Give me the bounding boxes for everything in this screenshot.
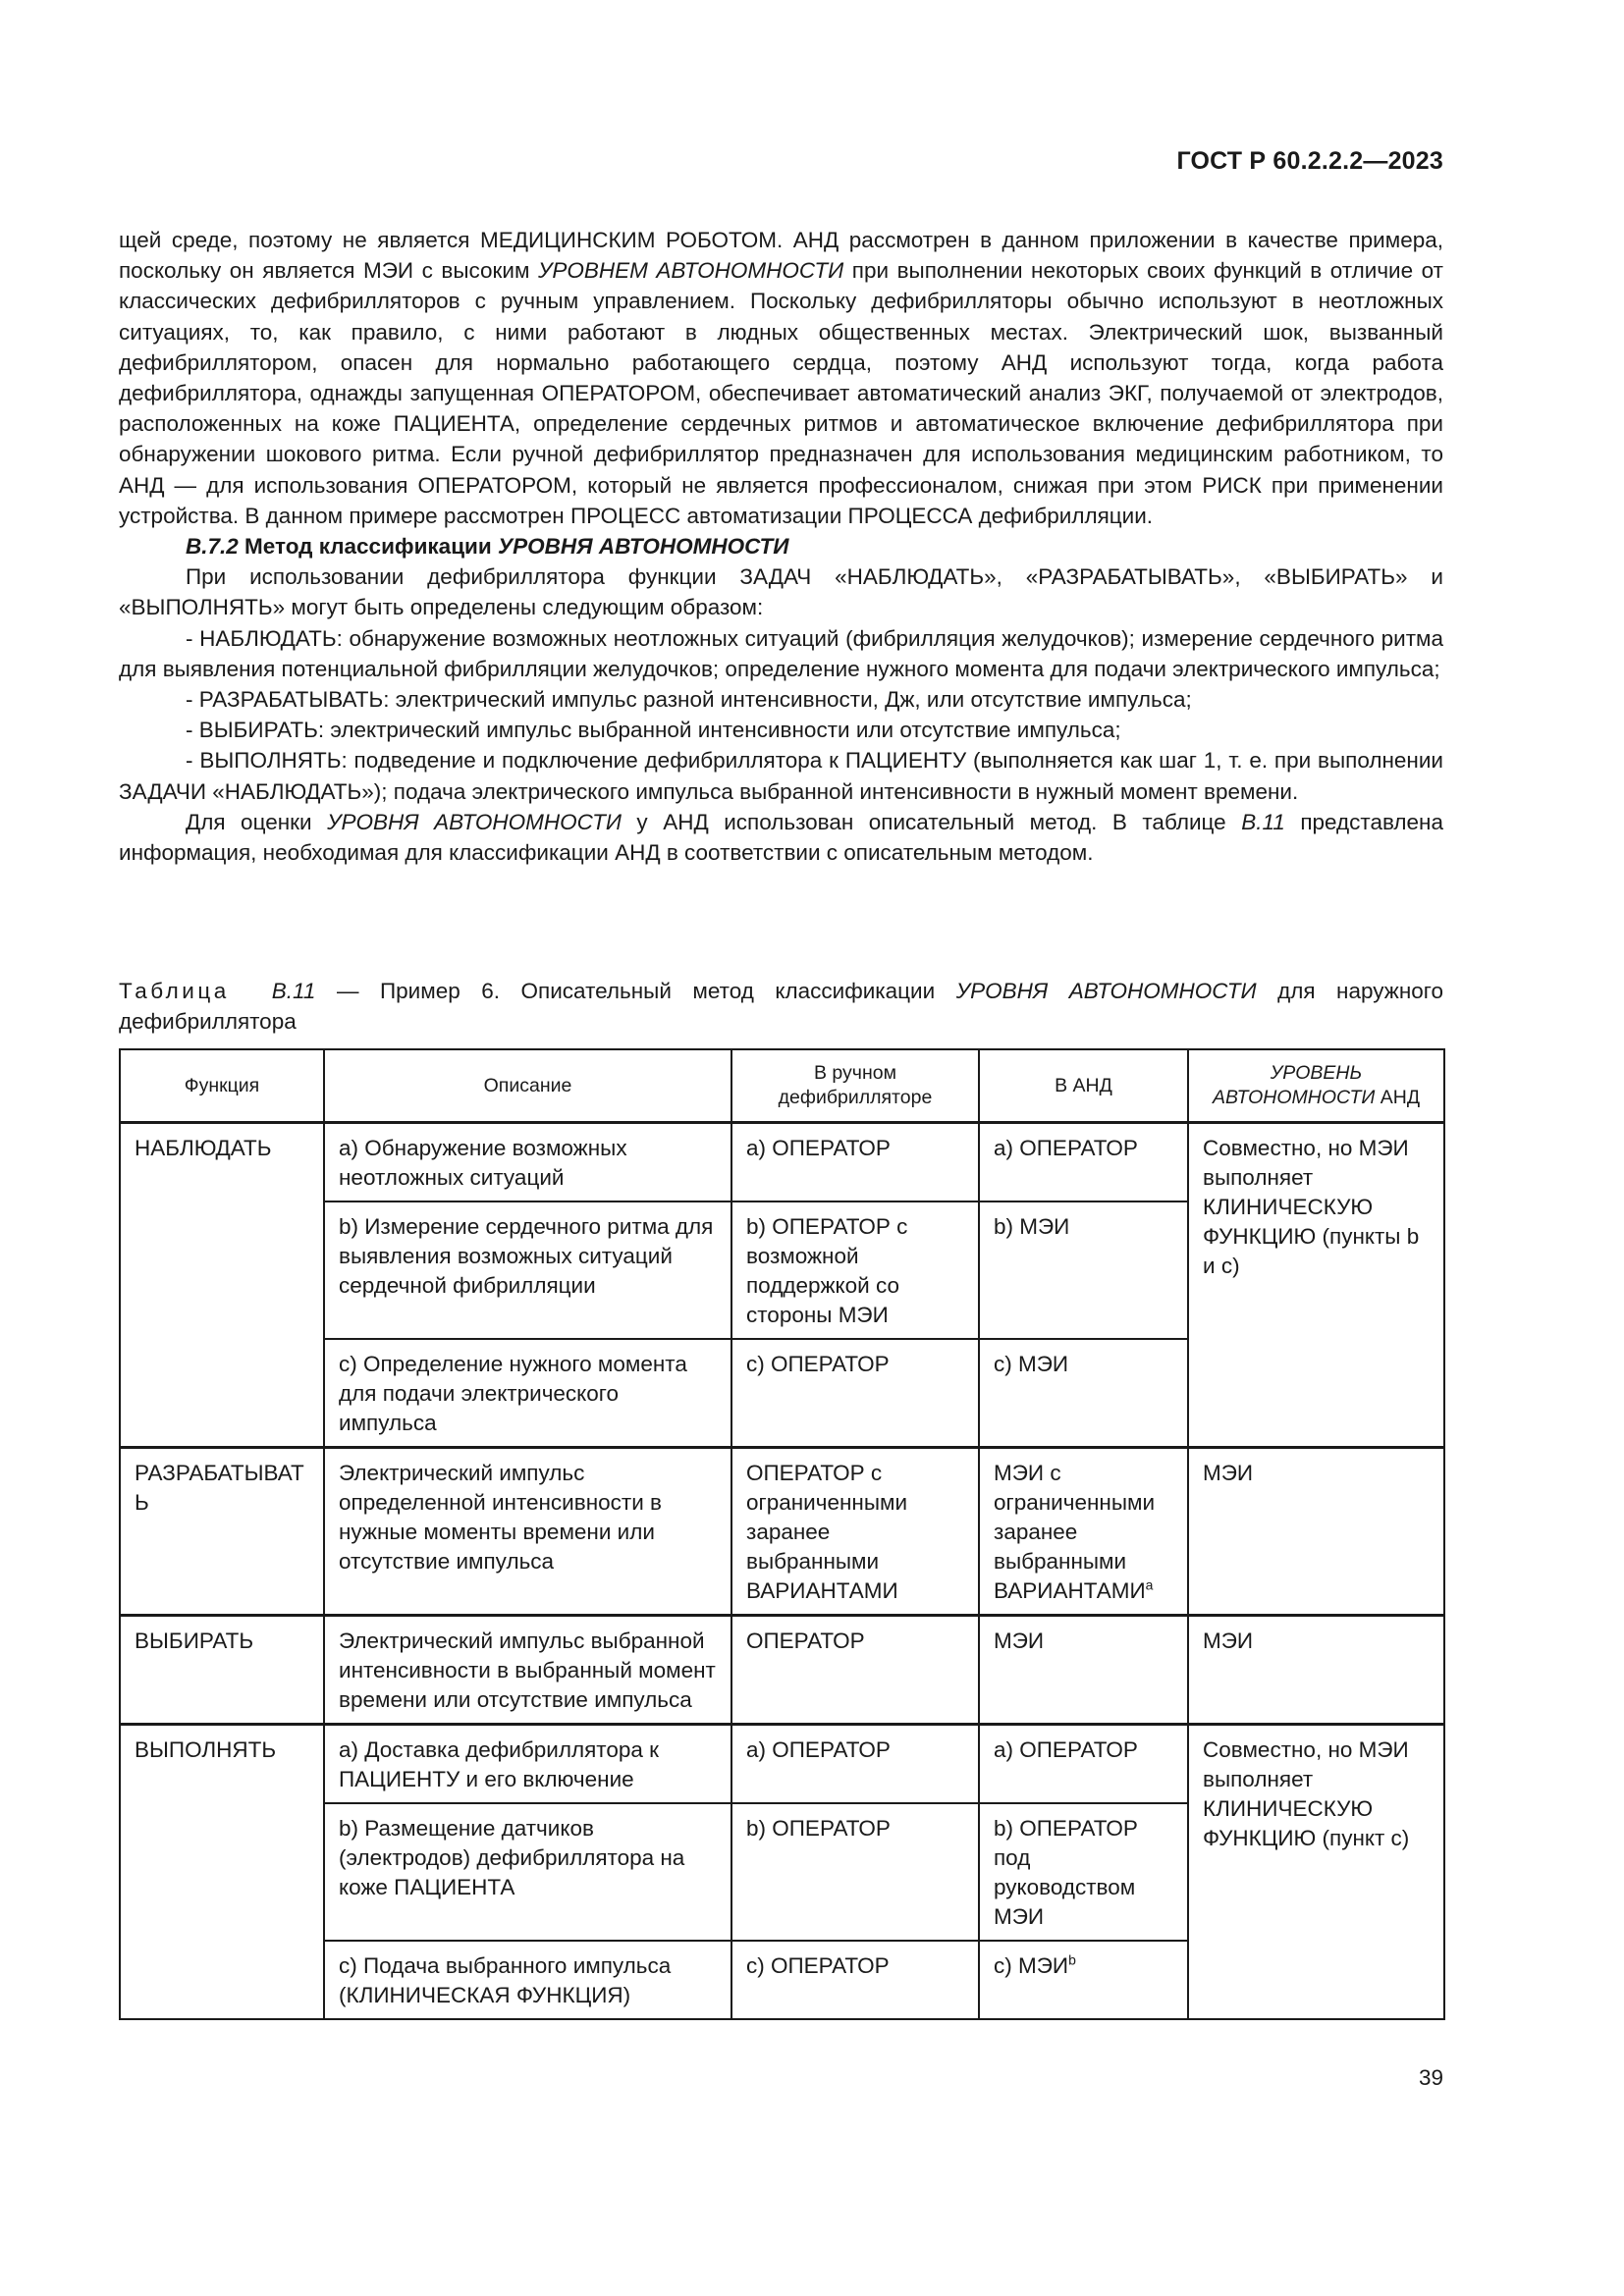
description-cell: Электрический импульс определенной интенсивности в нужные моменты времени или отсутствие импульса	[324, 1448, 731, 1616]
manual-cell: c) ОПЕРАТОР	[731, 1339, 979, 1448]
description-cell: a) Обнаружение возможных неотложных ситуаций	[324, 1123, 731, 1202]
manual-cell: ОПЕРАТОР	[731, 1616, 979, 1725]
and-cell: b) ОПЕРАТОР под руководством МЭИ	[979, 1803, 1188, 1941]
autonomy-level-cell: МЭИ	[1188, 1448, 1444, 1616]
section-title: В.7.2 Метод классификации УРОВНЯ АВТОНОМНОСТИ	[186, 534, 789, 560]
and-cell: МЭИ с ограниченными заранее выбранными ВАРИАНТАМИ$^a$	[979, 1448, 1188, 1616]
description-cell: c) Определение нужного момента для подачи электрического импульса	[324, 1339, 731, 1448]
function-cell: НАБЛЮДАТЬ	[120, 1123, 324, 1448]
table-row	[120, 1448, 1444, 1616]
manual-cell: c) ОПЕРАТОР	[731, 1941, 979, 2019]
function-cell: ВЫБИРАТЬ	[120, 1616, 324, 1725]
and-cell: a) ОПЕРАТОР	[979, 1725, 1188, 1804]
header-description: Описание	[324, 1049, 731, 1123]
header-and: В АНД	[979, 1049, 1188, 1123]
manual-cell: a) ОПЕРАТОР	[731, 1123, 979, 1202]
page-number: 39	[1418, 2065, 1443, 2090]
autonomy-level-cell: Совместно, но МЭИ выполняет КЛИНИЧЕСКУЮ ФУНКЦИЮ (пункты b и c)	[1188, 1123, 1444, 1448]
footnote-marker: a	[1145, 1576, 1154, 1593]
and-cell: a) ОПЕРАТОР	[979, 1123, 1188, 1202]
description-cell: b) Измерение сердечного ритма для выявления возможных ситуаций сердечной фибрилляции	[324, 1201, 731, 1339]
table-header-row	[120, 1049, 1444, 1123]
and-cell: c) МЭИ$^b$	[979, 1941, 1188, 2019]
standard-header: ГОСТ Р 60.2.2.2—2023	[1176, 147, 1443, 175]
assessment-paragraph: Для оценки УРОВНЯ АВТОНОМНОСТИ у АНД использован описательный метод. В таблице В.11 представлена информация, необходимая для классификации АНД в соответствии с описательным методом.	[119, 809, 1444, 866]
description-cell: Электрический импульс выбранной интенсивности в выбранный момент времени или отсутствие импульса	[324, 1616, 731, 1725]
autonomy-level-cell: МЭИ	[1188, 1616, 1444, 1725]
header-autonomy-level: УРОВЕНЬ АВТОНОМНОСТИ АНД	[1188, 1049, 1444, 1123]
table-row	[120, 1616, 1444, 1725]
description-cell: b) Размещение датчиков (электродов) дефибриллятора на коже ПАЦИЕНТА	[324, 1803, 731, 1941]
manual-cell: b) ОПЕРАТОР с возможной поддержкой со стороны МЭИ	[731, 1201, 979, 1339]
footnote-marker: b	[1068, 1951, 1076, 1968]
header-function: Функция	[120, 1049, 324, 1123]
manual-cell: b) ОПЕРАТОР	[731, 1803, 979, 1941]
table-row	[120, 1725, 1444, 1804]
dash-item-develop: - РАЗРАБАТЫВАТЬ: электрический импульс разной интенсивности, Дж, или отсутствие импульса;	[186, 687, 1192, 713]
section-intro: При использовании дефибриллятора функции ЗАДАЧ «НАБЛЮДАТЬ», «РАЗРАБАТЫВАТЬ», «ВЫБИРАТЬ» и «ВЫПОЛНЯТЬ» могут быть определены следующим образом:	[119, 564, 1443, 620]
and-cell: МЭИ	[979, 1616, 1188, 1725]
and-cell: b) МЭИ	[979, 1201, 1188, 1339]
description-cell: c) Подача выбранного импульса (КЛИНИЧЕСКАЯ ФУНКЦИЯ)	[324, 1941, 731, 2019]
dash-item-observe: - НАБЛЮДАТЬ: обнаружение возможных неотложных ситуаций (фибрилляция желудочков); измерение сердечного ритма для выявления потенциальной фибрилляции желудочков; определение нужного момента для подачи электрического импульса;	[119, 625, 1443, 681]
classification-table	[119, 1048, 1445, 2020]
table-row	[120, 1123, 1444, 1202]
function-cell: РАЗРАБАТЫВАТЬ	[120, 1448, 324, 1616]
header-manual: В ручном дефибрилляторе	[731, 1049, 979, 1123]
and-cell: c) МЭИ	[979, 1339, 1188, 1448]
description-cell: a) Доставка дефибриллятора к ПАЦИЕНТУ и его включение	[324, 1725, 731, 1804]
table-caption: Таблица В.11 — Пример 6. Описательный метод классификации УРОВНЯ АВТОНОМНОСТИ для наружного дефибриллятора	[119, 979, 1443, 1034]
function-cell: ВЫПОЛНЯТЬ	[120, 1725, 324, 2020]
dash-item-select: - ВЫБИРАТЬ: электрический импульс выбранной интенсивности или отсутствие импульса;	[186, 718, 1121, 743]
autonomy-level-cell: Совместно, но МЭИ выполняет КЛИНИЧЕСКУЮ ФУНКЦИЮ (пункт c)	[1188, 1725, 1444, 2020]
manual-cell: a) ОПЕРАТОР	[731, 1725, 979, 1804]
dash-item-execute: - ВЫПОЛНЯТЬ: подведение и подключение дефибриллятора к ПАЦИЕНТУ (выполняется как шаг 1, т. е. при выполнении ЗАДАЧИ «НАБЛЮДАТЬ»); подача электрического импульса выбранной интенсивности в нужный момент времени.	[119, 748, 1443, 804]
intro-paragraph: щей среде, поэтому не является МЕДИЦИНСКИМ РОБОТОМ. АНД рассмотрен в данном приложении в качестве примера, поскольку он является МЭИ с высоким УРОВНЕМ АВТОНОМНОСТИ при выполнении некоторых своих функций в отличие от классических дефибрилляторов с ручным управлением. Поскольку дефибрилляторы обычно используют в неотложных ситуациях, то, как правило, с ними работают в людных общественных местах. Электрический шок, вызванный дефибриллятором, опасен для нормально работающего сердца, поэтому АНД используют тогда, когда работа дефибриллятора, однажды запущенная ОПЕРАТОРОМ, обеспечивает автоматический анализ ЭКГ, получаемой от электродов, расположенных на коже ПАЦИЕНТА, определение сердечных ритмов и автоматическое включение дефибриллятора при обнаружении шокового ритма. Если ручной дефибриллятор предназначен для использования медицинским работником, то АНД — для использования ОПЕРАТОРОМ, который не является профессионалом, снижая при этом РИСК при применении устройства. В данном примере рассмотрен ПРОЦЕСС автоматизации ПРОЦЕССА дефибрилляции.	[119, 228, 1443, 528]
manual-cell: ОПЕРАТОР с ограниченными заранее выбранными ВАРИАНТАМИ	[731, 1448, 979, 1616]
body-text	[119, 225, 1443, 868]
